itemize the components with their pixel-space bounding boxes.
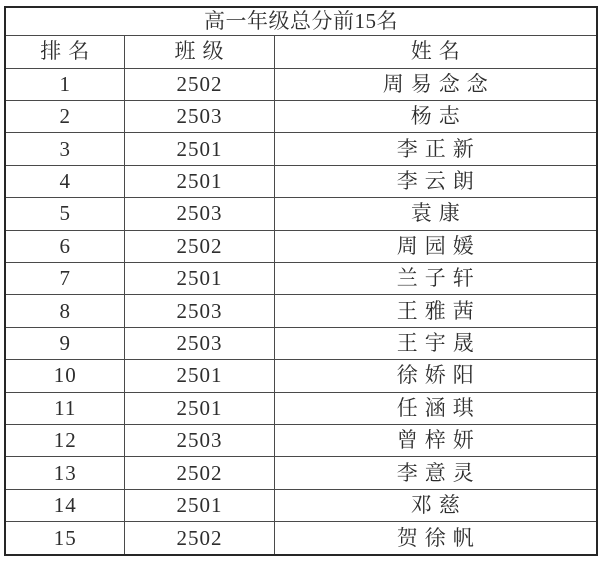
class-cell: 2501 (124, 165, 274, 197)
name-cell: 杨志 (274, 100, 597, 132)
table-row (5, 198, 597, 230)
name-cell: 兰子轩 (274, 262, 597, 294)
rank-cell: 1 (5, 68, 124, 100)
rank-cell: 10 (5, 360, 124, 392)
class-cell: 2503 (124, 198, 274, 230)
rank-cell: 11 (5, 392, 124, 424)
table-header-row (5, 35, 597, 68)
name-cell: 袁康 (274, 198, 597, 230)
header-name: 姓名 (274, 35, 597, 68)
class-cell: 2503 (124, 100, 274, 132)
table-row (5, 133, 597, 165)
name-cell: 周园媛 (274, 230, 597, 262)
table-row (5, 327, 597, 359)
name-cell: 邓慈 (274, 489, 597, 521)
table-row (5, 68, 597, 100)
class-cell: 2501 (124, 262, 274, 294)
rank-cell: 9 (5, 327, 124, 359)
header-class: 班级 (124, 35, 274, 68)
class-cell: 2503 (124, 424, 274, 456)
class-cell: 2502 (124, 68, 274, 100)
class-cell: 2501 (124, 360, 274, 392)
name-cell: 曾梓妍 (274, 424, 597, 456)
class-cell: 2501 (124, 133, 274, 165)
rank-cell: 12 (5, 424, 124, 456)
name-cell: 周易念念 (274, 68, 597, 100)
header-rank: 排名 (5, 35, 124, 68)
rank-cell: 6 (5, 230, 124, 262)
class-cell: 2502 (124, 457, 274, 489)
table-row (5, 100, 597, 132)
name-cell: 贺徐帆 (274, 522, 597, 555)
name-cell: 李意灵 (274, 457, 597, 489)
rank-cell: 13 (5, 457, 124, 489)
name-cell: 李正新 (274, 133, 597, 165)
class-cell: 2503 (124, 327, 274, 359)
table-title-row (5, 7, 597, 35)
name-cell: 徐娇阳 (274, 360, 597, 392)
rank-cell: 2 (5, 100, 124, 132)
class-cell: 2503 (124, 295, 274, 327)
table-row (5, 165, 597, 197)
table-row (5, 522, 597, 555)
class-cell: 2501 (124, 489, 274, 521)
rank-cell: 8 (5, 295, 124, 327)
class-cell: 2501 (124, 392, 274, 424)
class-cell: 2502 (124, 230, 274, 262)
name-cell: 王雅茜 (274, 295, 597, 327)
table-row (5, 457, 597, 489)
ranking-table (4, 6, 598, 556)
name-cell: 李云朗 (274, 165, 597, 197)
table-row (5, 424, 597, 456)
name-cell: 王宇晟 (274, 327, 597, 359)
rank-cell: 5 (5, 198, 124, 230)
class-cell: 2502 (124, 522, 274, 555)
rank-cell: 4 (5, 165, 124, 197)
table-row (5, 262, 597, 294)
rank-cell: 14 (5, 489, 124, 521)
rank-cell: 7 (5, 262, 124, 294)
rank-cell: 3 (5, 133, 124, 165)
table-row (5, 360, 597, 392)
table-title: 高一年级总分前15名 (5, 7, 597, 35)
table-row (5, 392, 597, 424)
rank-cell: 15 (5, 522, 124, 555)
name-cell: 任涵琪 (274, 392, 597, 424)
table-row (5, 230, 597, 262)
table-row (5, 489, 597, 521)
table-body (5, 68, 597, 555)
table-row (5, 295, 597, 327)
